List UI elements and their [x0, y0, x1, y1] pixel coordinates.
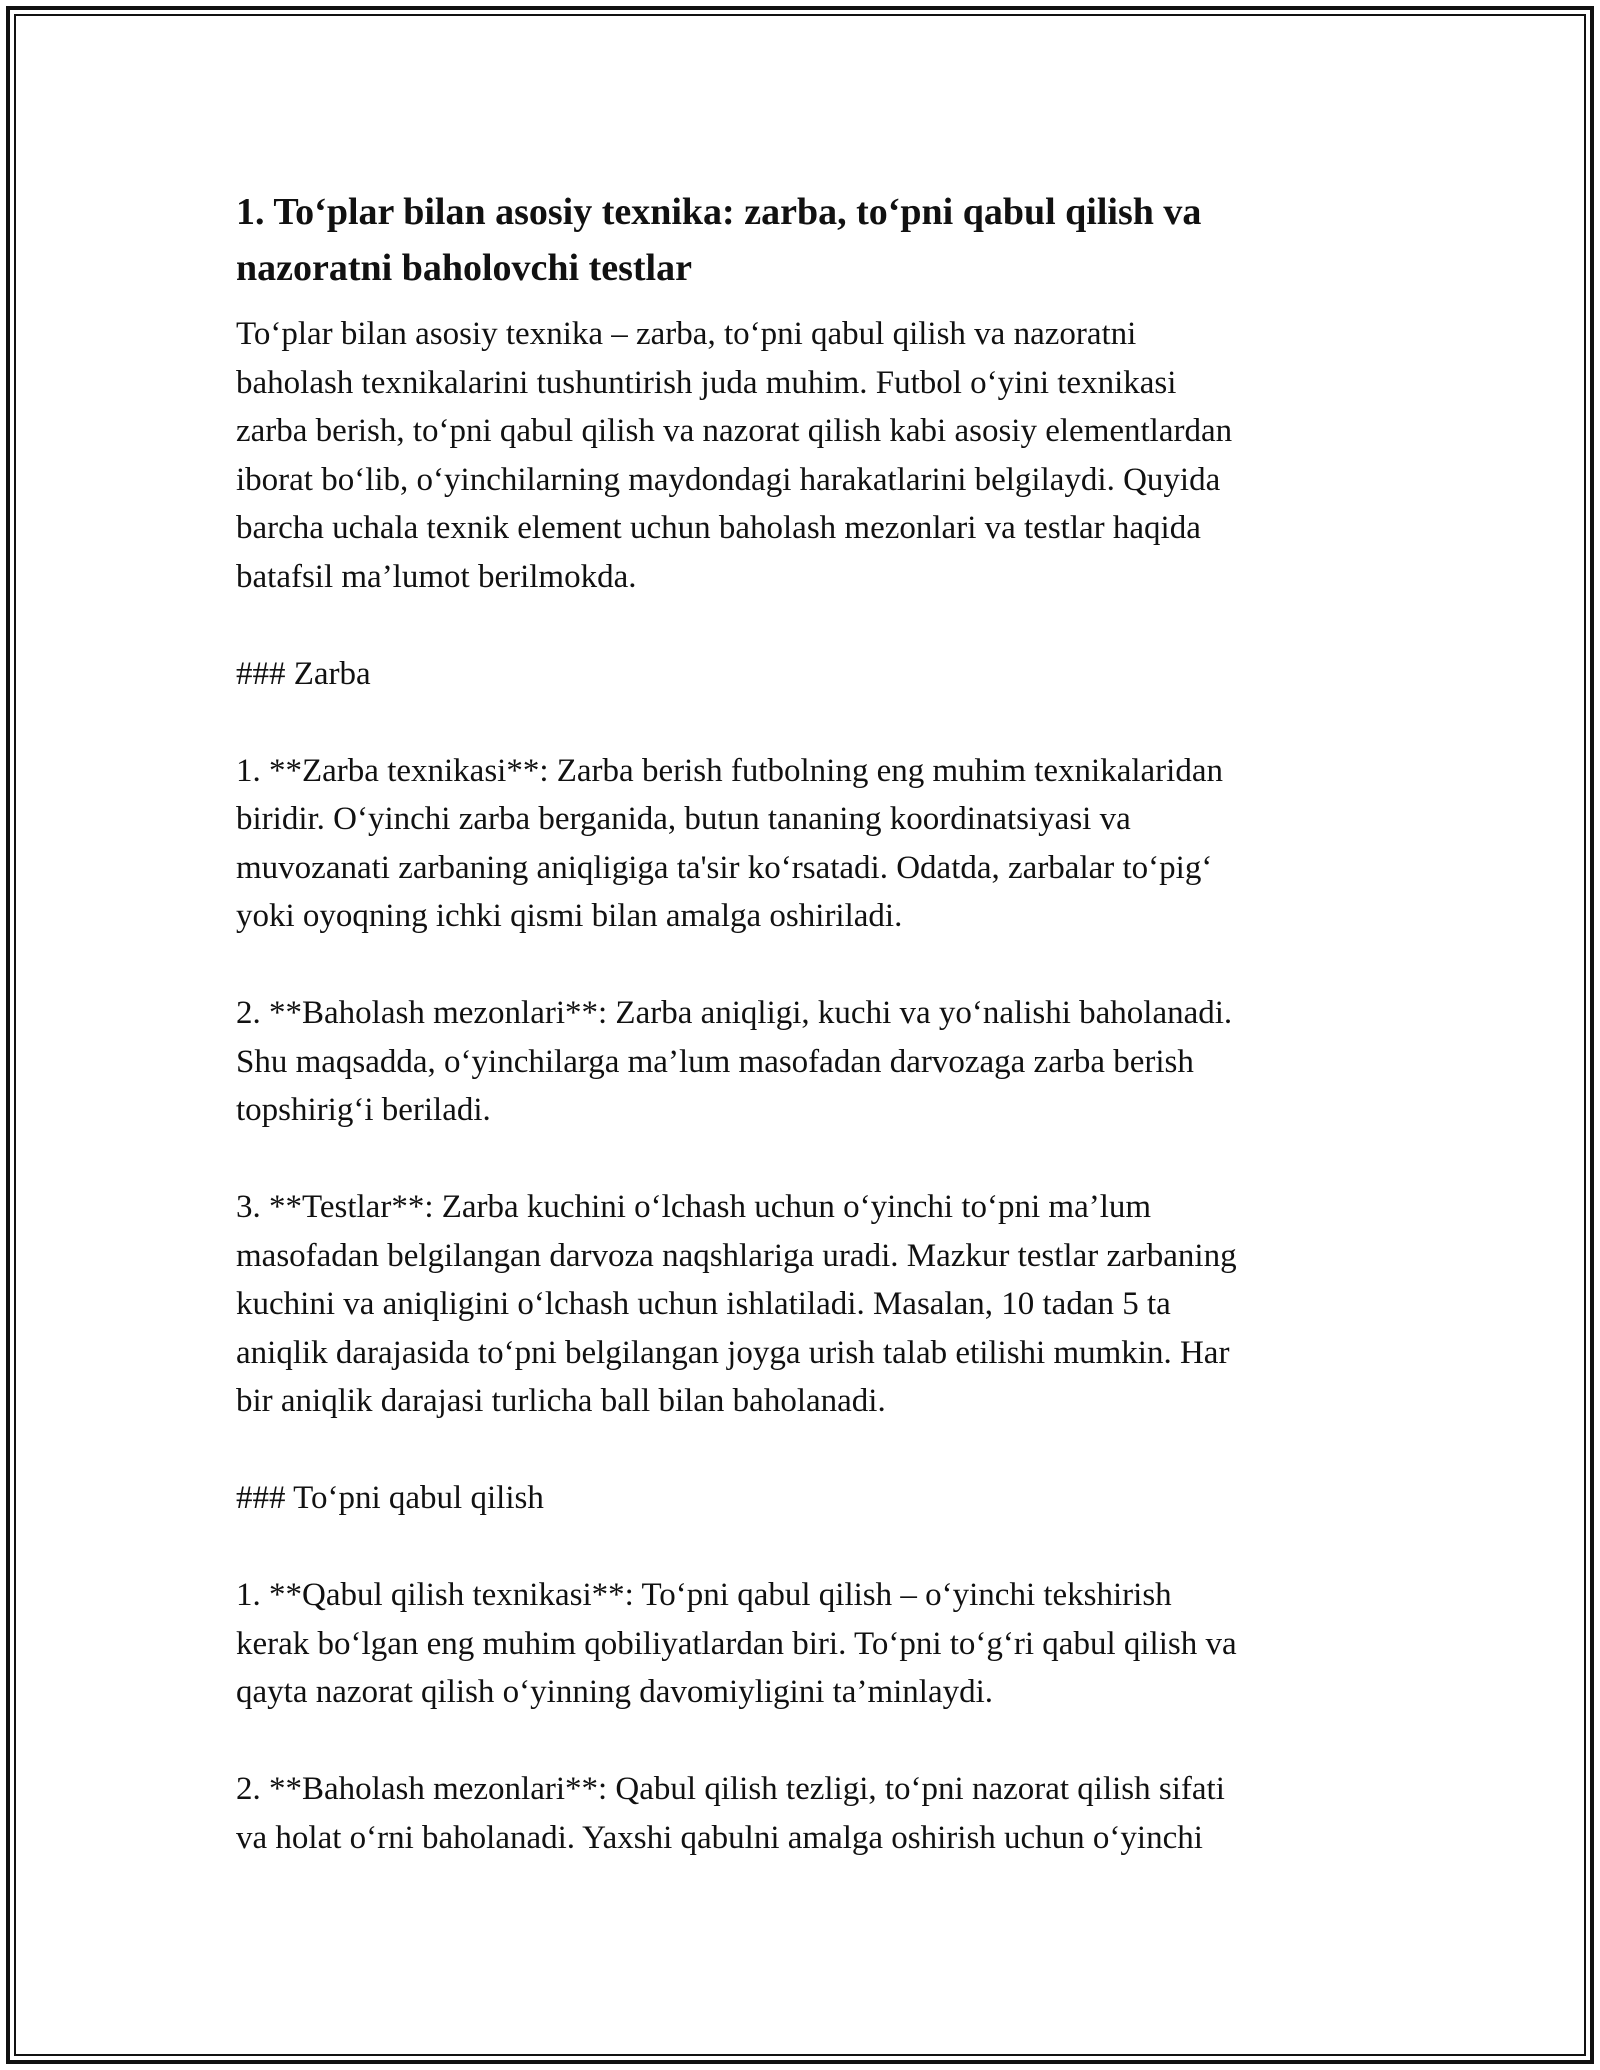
qabul-item-1: 1. **Qabul qilish texnikasi**: To‘pni qabul qilish – o‘yinchi tekshirish kerak bo‘lgan eng muhim qobiliyatlardan biri. To‘pni to‘g‘ri qabul qilish va qayta nazorat qilish o‘yinning davomiyligini ta’minlaydi.	[236, 1577, 1237, 1710]
zarba-item-2: 2. **Baholash mezonlari**: Zarba aniqligi, kuchi va yo‘nalishi baholanadi. Shu maqsadda, o‘yinchilarga ma’lum masofadan darvozaga zarba berish topshirig‘i beriladi.	[236, 995, 1233, 1128]
zarba-item-3: 3. **Testlar**: Zarba kuchini o‘lchash uchun o‘yinchi to‘pni ma’lum masofadan belgilangan darvoza naqshlariga uradi. Mazkur testlar zarbaning kuchini va aniqligini o‘lchash uchun ishlatiladi. Masalan, 10 tadan 5 ta aniqlik darajasida to‘pni belgilangan joyga urish talab etilishi mumkin. Har bir aniqlik darajasi turlicha ball bilan baholanadi.	[236, 1189, 1237, 1419]
section-heading-zarba: ### Zarba	[236, 655, 371, 692]
zarba-item-1: 1. **Zarba texnikasi**: Zarba berish futbolning eng muhim texnikalaridan biridir. O‘yinchi zarba berganida, butun tananing koordinatsiyasi va muvozanati zarbaning aniqligiga ta'sir ko‘rsatadi. Odatda, zarbalar to‘pig‘ yoki oyoqning ichki qismi bilan amalga oshiriladi.	[236, 752, 1223, 934]
section-heading-qabul: ### To‘pni qabul qilish	[236, 1480, 544, 1516]
document-title: 1. To‘plar bilan asosiy texnika: zarba, to‘pni qabul qilish va nazoratni baholovchi testlar	[236, 191, 1202, 289]
document-body	[236, 184, 1376, 1911]
qabul-item-2: 2. **Baholash mezonlari**: Qabul qilish tezligi, to‘pni nazorat qilish sifati va holat o‘rni baholanadi. Yaxshi qabulni amalga oshirish uchun o‘yinchi	[236, 1771, 1225, 1856]
intro-paragraph: To‘plar bilan asosiy texnika – zarba, to‘pni qabul qilish va nazoratni baholash texnikalarini tushuntirish juda muhim. Futbol o‘yini texnikasi zarba berish, to‘pni qabul qilish va nazorat qilish kabi asosiy elementlardan iborat bo‘lib, o‘yinchilarning maydondagi harakatlarini belgilaydi. Quyida barcha uchala texnik element uchun baholash mezonlari va testlar haqida batafsil ma’lumot berilmokda.	[236, 316, 1233, 595]
